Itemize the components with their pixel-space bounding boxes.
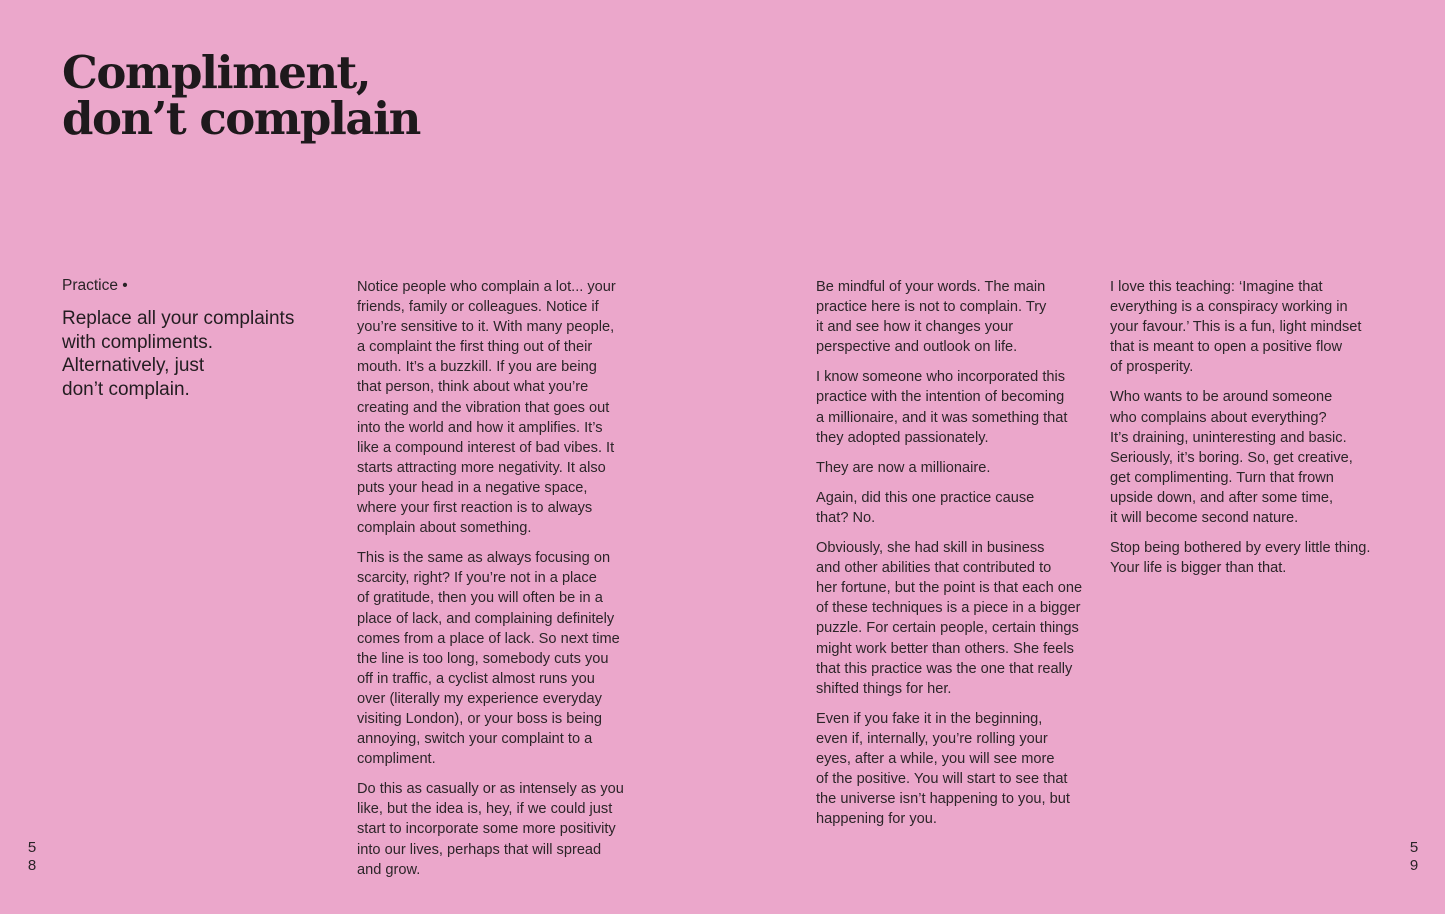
text-line: that person, think about what you’re	[357, 379, 589, 396]
text-line: Seriously, it’s boring. So, get creative,	[1110, 449, 1353, 466]
practice-label: Practice •	[62, 277, 128, 294]
text-line: your favour.’ This is a fun, light mindset	[1110, 319, 1362, 336]
page-digit: 5	[1409, 839, 1419, 856]
text-line: practice here is not to complain. Try	[816, 299, 1047, 316]
text-line: It’s draining, uninteresting and basic.	[1110, 429, 1347, 446]
page-number-right	[1407, 839, 1421, 875]
paragraph	[1110, 538, 1370, 578]
text-line: happening for you.	[816, 811, 937, 828]
text-line: mouth. It’s a buzzkill. If you are being	[357, 359, 597, 376]
title-line: don’t complain	[62, 92, 420, 145]
text-line: into the world and how it amplifies. It’s	[357, 419, 603, 436]
text-line: I love this teaching: ‘Imagine that	[1110, 279, 1323, 295]
text-line: and grow.	[357, 861, 421, 878]
text-line: comes from a place of lack. So next time	[357, 630, 620, 647]
page-digit: 5	[27, 839, 37, 856]
text-line: Obviously, she had skill in business	[816, 540, 1045, 557]
text-line: Even if you fake it in the beginning,	[816, 710, 1043, 727]
lead-line: with compliments.	[62, 331, 213, 353]
text-line: that? No.	[816, 509, 876, 526]
text-line: that this practice was the one that really	[816, 660, 1073, 677]
text-line: of prosperity.	[1110, 359, 1194, 376]
text-line: eyes, after a while, you will see more	[816, 750, 1055, 767]
text-line: visiting London), or your boss is being	[357, 710, 602, 727]
lead-statement	[62, 307, 322, 402]
text-line: it and see how it changes your	[816, 319, 1014, 336]
text-line: over (literally my experience everyday	[357, 690, 602, 707]
text-line: you’re sensitive to it. With many people,	[357, 319, 615, 336]
text-line: everything is a conspiracy working in	[1110, 299, 1348, 316]
text-line: This is the same as always focusing on	[357, 550, 611, 567]
text-line: might work better than others. She feels	[816, 640, 1074, 657]
text-line: Stop being bothered by every little thing.	[1110, 540, 1371, 557]
text-line: into our lives, perhaps that will spread	[357, 841, 602, 858]
page-digit: 9	[1409, 857, 1419, 874]
lead-line: Replace all your complaints	[62, 308, 295, 329]
text-line: where your first reaction is to always	[357, 500, 593, 517]
text-line: get complimenting. Turn that frown	[1110, 469, 1334, 486]
text-line: starts attracting more negativity. It also	[357, 459, 606, 476]
body-column-2	[816, 277, 1082, 839]
text-line: Your life is bigger than that.	[1110, 560, 1287, 577]
text-line: complain about something.	[357, 520, 532, 537]
text-line: Be mindful of your words. The main	[816, 279, 1046, 295]
paragraph	[1110, 277, 1370, 377]
text-line: upside down, and after some time,	[1110, 489, 1334, 506]
text-line: compliment.	[357, 751, 436, 768]
paragraph	[816, 458, 1082, 478]
page-title	[62, 46, 420, 145]
page-number-left	[25, 839, 39, 875]
paragraph	[357, 779, 624, 879]
paragraph	[816, 709, 1082, 830]
text-line: like, but the idea is, hey, if we could just	[357, 801, 613, 818]
text-line: place of lack, and complaining definitely	[357, 610, 615, 627]
text-line: scarcity, right? If you’re not in a place	[357, 570, 597, 587]
text-line: of the positive. You will start to see that	[816, 771, 1068, 788]
text-line: Who wants to be around someone	[1110, 389, 1333, 406]
page-digit: 8	[27, 857, 37, 874]
text-line: they adopted passionately.	[816, 429, 989, 446]
text-line: They are now a millionaire.	[816, 459, 991, 476]
text-line: a millionaire, and it was something that	[816, 409, 1068, 426]
paragraph	[1110, 387, 1370, 528]
text-line: Notice people who complain a lot... your	[357, 279, 616, 295]
text-line: the universe isn’t happening to you, but	[816, 791, 1070, 808]
text-line: of gratitude, then you will often be in a	[357, 590, 603, 607]
paragraph	[357, 548, 624, 769]
paragraph	[816, 277, 1082, 357]
text-line: even if, internally, you’re rolling your	[816, 730, 1048, 747]
text-line: shifted things for her.	[816, 680, 952, 697]
text-line: who complains about everything?	[1110, 409, 1327, 426]
text-line: I know someone who incorporated this	[816, 369, 1066, 386]
title-line: Compliment,	[62, 46, 371, 99]
text-line: annoying, switch your complaint to a	[357, 731, 593, 748]
paragraph	[816, 367, 1082, 447]
text-line: creating and the vibration that goes out	[357, 399, 610, 416]
text-line: practice with the intention of becoming	[816, 389, 1065, 406]
text-line: Do this as casually or as intensely as you	[357, 781, 624, 798]
text-line: like a compound interest of bad vibes. It	[357, 439, 615, 456]
text-line: of these techniques is a piece in a bigger	[816, 600, 1081, 617]
text-line: off in traffic, a cyclist almost runs you	[357, 670, 595, 687]
text-line: her fortune, but the point is that each one	[816, 580, 1083, 597]
text-line: the line is too long, somebody cuts you	[357, 650, 609, 667]
text-line: Again, did this one practice cause	[816, 489, 1035, 506]
paragraph	[357, 277, 624, 538]
text-line: puzzle. For certain people, certain things	[816, 620, 1079, 637]
text-line: puts your head in a negative space,	[357, 479, 588, 496]
lead-line: Alternatively, just	[62, 355, 205, 377]
lead-line: don’t complain.	[62, 379, 190, 401]
paragraph	[816, 538, 1082, 699]
body-column-1	[357, 277, 624, 890]
body-column-3	[1110, 277, 1370, 588]
text-line: friends, family or colleagues. Notice if	[357, 299, 599, 316]
text-line: start to incorporate some more positivity	[357, 821, 616, 838]
text-line: that is meant to open a positive flow	[1110, 339, 1343, 356]
text-line: and other abilities that contributed to	[816, 560, 1052, 577]
text-line: perspective and outlook on life.	[816, 339, 1018, 356]
text-line: it will become second nature.	[1110, 510, 1299, 527]
text-line: a complaint the first thing out of their	[357, 339, 593, 356]
paragraph	[816, 488, 1082, 528]
